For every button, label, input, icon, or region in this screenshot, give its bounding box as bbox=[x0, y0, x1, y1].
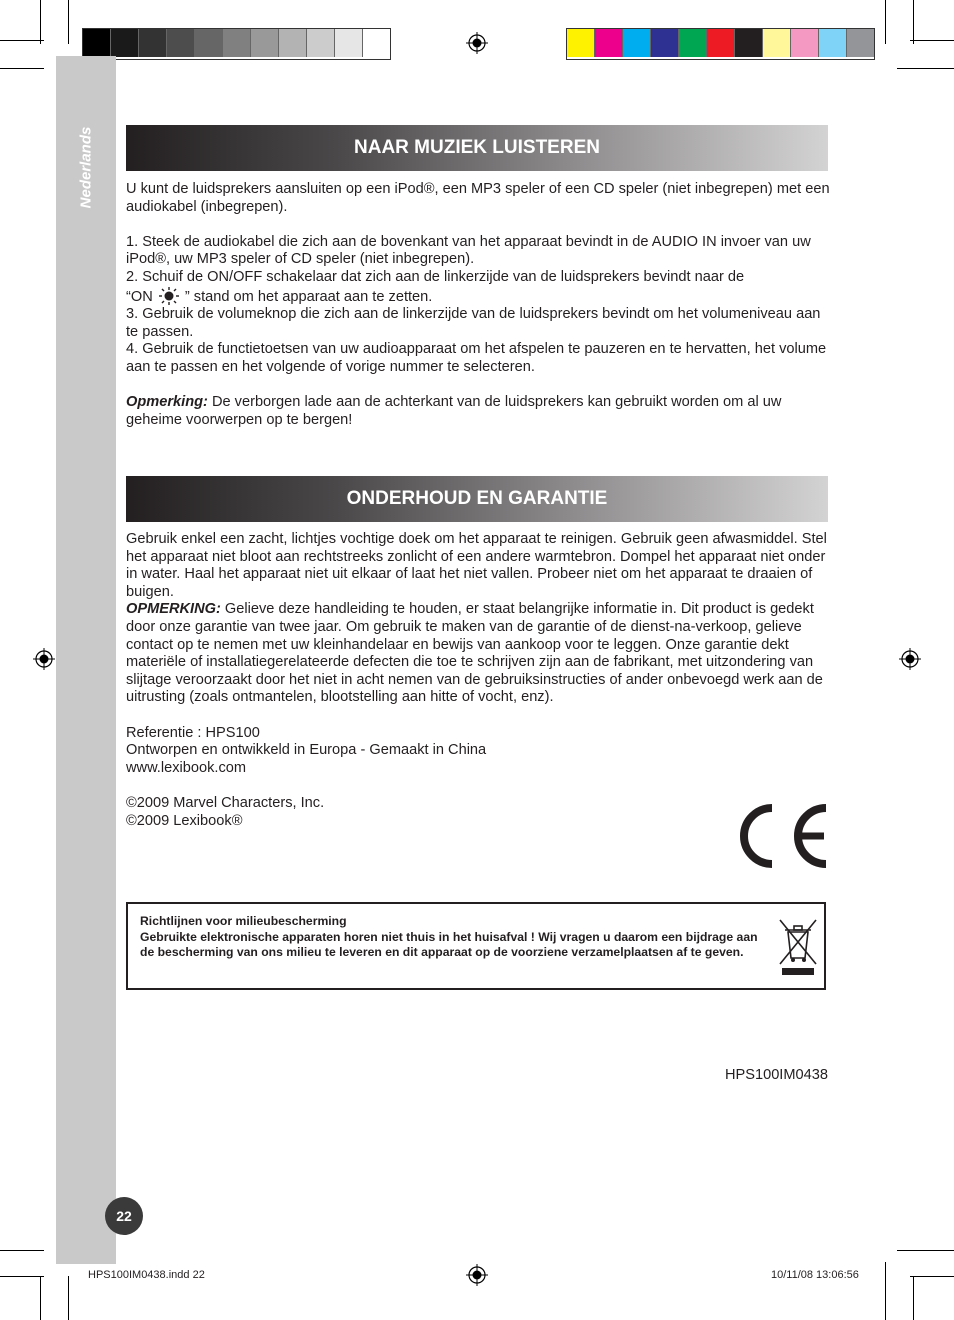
page-number: 22 bbox=[105, 1197, 143, 1235]
color-swatch bbox=[735, 29, 763, 57]
language-side-band bbox=[56, 56, 116, 1264]
step-2-text-c: ” stand om het apparaat aan te zetten. bbox=[184, 288, 433, 305]
color-swatch bbox=[847, 29, 874, 57]
environment-body: Gebruikte elektronische apparaten horen niet thuis in het huisafval ! Wij vragen u daarom een bijdrage aan de bescherming van ons milieu te leveren en dit apparaat op de voorziene verzamelplaatsen af te geven. bbox=[140, 929, 758, 959]
color-swatch bbox=[819, 29, 847, 57]
care-paragraph: Gebruik enkel een zacht, lichtjes vochtige doek om het apparaat te reinigen. Gebruik geen afwasmiddel. Stel het apparaat niet bloot aan rechtstreeks zonlicht of een andere warmtebron. Dompel het apparaat niet onder in water. Haal het apparaat niet uit elkaar of laat het niet vallen. Probeer niet om het apparaat te draaien of buigen. bbox=[126, 531, 827, 600]
intro-paragraph: U kunt de luidsprekers aansluiten op een iPod®, een MP3 speler of een CD speler (niet inbegrepen) met een audiokabel (inbegrepen). bbox=[126, 181, 830, 215]
step-2-text-b: “ON bbox=[126, 288, 153, 305]
color-swatch bbox=[195, 29, 223, 57]
crop-mark bbox=[0, 68, 44, 69]
sun-power-icon bbox=[155, 287, 183, 305]
section-heading-maintenance: ONDERHOUD EN GARANTIE bbox=[126, 476, 828, 522]
process-color-bar bbox=[566, 28, 875, 60]
color-swatch bbox=[567, 29, 595, 57]
registration-mark-icon bbox=[466, 1264, 488, 1286]
crop-mark bbox=[0, 40, 44, 41]
grayscale-color-bar bbox=[82, 28, 391, 60]
crop-mark bbox=[910, 1276, 954, 1277]
step-1: 1. Steek de audiokabel die zich aan de bovenkant van het apparaat bevindt in de AUDIO IN invoer van uw iPod®, uw MP3 speler of CD speler (niet inbegrepen). bbox=[126, 233, 811, 268]
color-swatch bbox=[651, 29, 679, 57]
crop-mark bbox=[913, 0, 914, 44]
origin-line: Ontworpen en ontwikkeld in Europa - Gemaakt in China bbox=[126, 742, 487, 759]
color-swatch bbox=[223, 29, 251, 57]
environment-heading: Richtlijnen voor milieubescherming bbox=[140, 914, 347, 928]
crop-mark bbox=[897, 68, 954, 69]
step-2 bbox=[126, 269, 831, 306]
color-swatch bbox=[83, 29, 111, 57]
color-swatch bbox=[623, 29, 651, 57]
warranty-paragraph bbox=[126, 601, 831, 707]
color-swatch bbox=[679, 29, 707, 57]
crop-mark bbox=[40, 0, 41, 44]
copyright-marvel: ©2009 Marvel Characters, Inc. bbox=[126, 794, 325, 811]
crop-mark bbox=[68, 1276, 69, 1320]
note-label: Opmerking: bbox=[126, 394, 208, 411]
color-swatch bbox=[111, 29, 139, 57]
section-heading-listening: NAAR MUZIEK LUISTEREN bbox=[126, 125, 828, 171]
registration-mark-icon bbox=[33, 648, 55, 670]
color-swatch bbox=[167, 29, 195, 57]
document-reference: HPS100IM0438 bbox=[724, 1067, 828, 1083]
crop-mark bbox=[68, 0, 69, 44]
ce-mark-icon bbox=[730, 800, 830, 872]
color-swatch bbox=[595, 29, 623, 57]
crop-mark bbox=[0, 1250, 44, 1251]
color-swatch bbox=[251, 29, 279, 57]
color-swatch bbox=[335, 29, 363, 57]
color-swatch bbox=[279, 29, 307, 57]
color-swatch bbox=[763, 29, 791, 57]
crossed-bin-icon bbox=[778, 918, 818, 978]
reference-line: Referentie : HPS100 bbox=[126, 724, 260, 741]
crop-mark bbox=[885, 1262, 886, 1320]
step-3: 3. Gebruik de volumeknop die zich aan de linkerzijde van de luidsprekers bevindt om het volumeniveau aan te passen. bbox=[126, 306, 821, 340]
registration-mark-icon bbox=[466, 32, 488, 54]
warranty-note-label: OPMERKING: bbox=[126, 601, 221, 618]
step-2-text-a: 2. Schuif de ON/OFF schakelaar dat zich aan de linkerzijde van de luidsprekers bevindt naar de bbox=[126, 268, 745, 285]
warranty-note-text: Gelieve deze handleiding te houden, er staat belangrijke informatie in. Dit product is gedekt door onze garantie van twee jaar. Om gebruik te maken van de garantie of de dienst-na-verkoop, gelieve contact op te nemen met uw kleinhandelaar en bewijs van aankoop voor te leggen. Onze garantie dekt materiële of installatiegerelateerde defecten die toe te schrijven zijn aan de fabrikant, met uitzondering van slijtage veroorzaakt door het niet in acht nemen van de gebruiksinstructies of ander onbevoegd werk aan de uitrusting (zoals ontmantelen, blootstelling aan hitte of vocht, enz). bbox=[126, 601, 823, 706]
crop-mark bbox=[0, 1276, 44, 1277]
note-text: De verborgen lade aan de achterkant van de luidsprekers kan gebruikt worden om al uw geheime voorwerpen op te bergen! bbox=[126, 394, 782, 428]
language-label: Nederlands bbox=[77, 126, 95, 209]
environment-notice-box bbox=[126, 902, 826, 990]
crop-mark bbox=[913, 1276, 914, 1320]
section-listening-body bbox=[126, 181, 831, 429]
color-swatch bbox=[139, 29, 167, 57]
crop-mark bbox=[910, 40, 954, 41]
section-maintenance-body bbox=[126, 531, 831, 830]
website-link[interactable]: www.lexibook.com bbox=[126, 759, 247, 776]
color-swatch bbox=[307, 29, 335, 57]
color-swatch bbox=[791, 29, 819, 57]
environment-notice-text bbox=[140, 914, 760, 961]
crop-mark bbox=[885, 0, 886, 44]
registration-mark-icon bbox=[899, 648, 921, 670]
language-tab bbox=[60, 125, 120, 225]
slug-file-info: HPS100IM0438.indd 22 bbox=[88, 1269, 205, 1281]
step-4: 4. Gebruik de functietoetsen van uw audioapparaat om het afspelen te pauzeren en te hervatten, het volume aan te passen en het volgende of vorige nummer te selecteren. bbox=[126, 341, 827, 375]
color-swatch bbox=[363, 29, 390, 57]
crop-mark bbox=[40, 1276, 41, 1320]
crop-mark bbox=[897, 1250, 954, 1251]
slug-date-info: 10/11/08 13:06:56 bbox=[771, 1269, 859, 1281]
color-swatch bbox=[707, 29, 735, 57]
note-paragraph bbox=[126, 394, 831, 429]
copyright-lexibook: ©2009 Lexibook® bbox=[126, 812, 243, 829]
